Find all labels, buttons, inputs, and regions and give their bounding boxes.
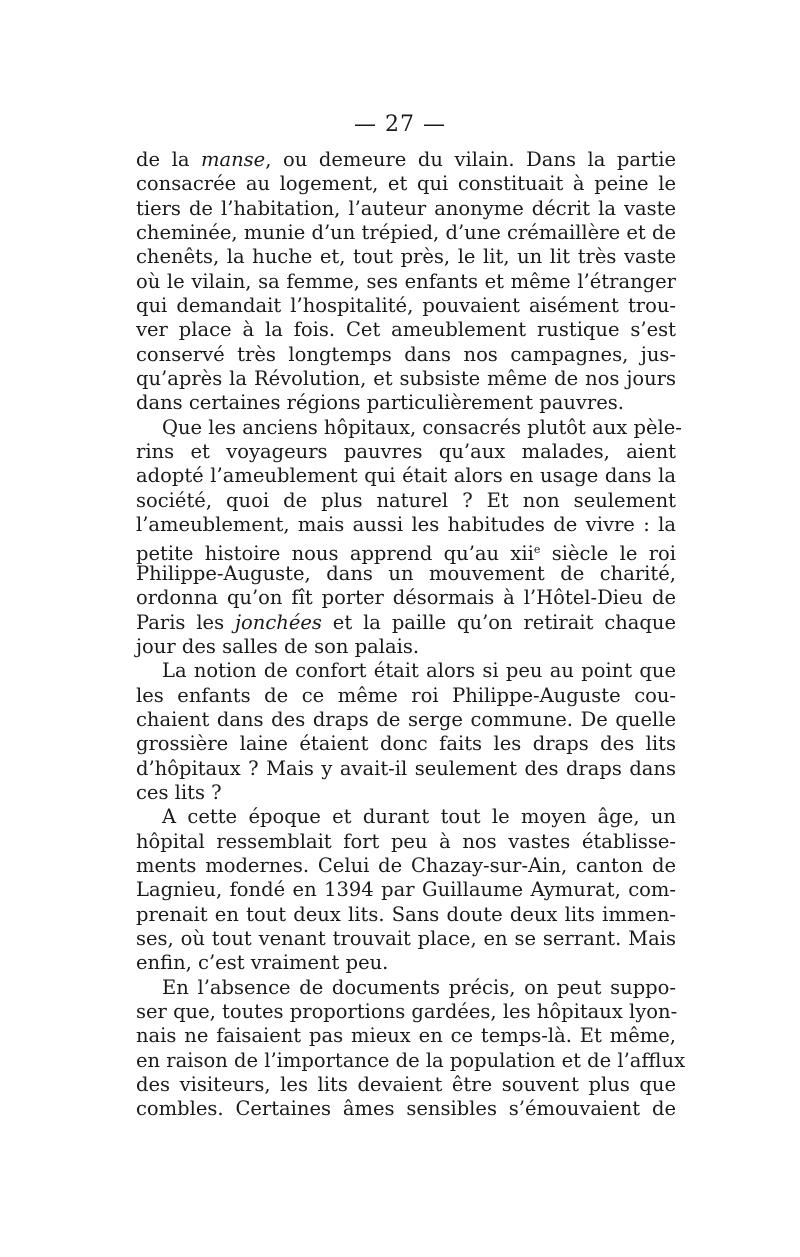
- text-line: ments modernes. Celui de Chazay-sur-Ain, canton de: [136, 853, 676, 877]
- text-line: consacrée au logement, et qui constituait à peine le: [136, 172, 676, 196]
- text-line: dans certaines régions particulièrement pauvres.: [136, 391, 624, 415]
- text-line: de la manse, ou demeure du vilain. Dans la partie: [136, 148, 676, 171]
- italic-term: manse: [201, 148, 266, 171]
- text-line: nais ne faisaient pas mieux en ce temps-là. Et même,: [136, 1024, 676, 1048]
- text-line: enfin, c’est vraiment peu.: [136, 951, 389, 975]
- text-line: prenait en tout deux lits. Sans doute deux lits immen-: [136, 902, 676, 926]
- text-line: grossière laine étaient donc faits les draps des lits: [136, 732, 676, 756]
- body-text: [136, 148, 686, 1122]
- text-line: hôpital ressemblait fort peu à nos vastes établisse-: [136, 829, 676, 853]
- text-line: en raison de l’importance de la population et de l’afflux: [136, 1048, 686, 1072]
- text-line: ver place à la fois. Cet ameublement rustique s’est: [136, 318, 676, 342]
- text-line: les enfants de ce même roi Philippe-Auguste cou-: [136, 683, 676, 707]
- superscript: e: [533, 542, 541, 556]
- text-line: qu’après la Révolution, et subsiste même de nos jours: [136, 367, 676, 391]
- text-line: l’ameublement, mais aussi les habitudes de vivre : la: [136, 513, 676, 537]
- roman-numeral: xii: [510, 541, 534, 565]
- text-line: où le vilain, sa femme, ses enfants et même l’étranger: [136, 269, 676, 293]
- text-line: qui demandait l’hospitalité, pouvaient aisément trou-: [136, 294, 676, 318]
- text-line: cheminée, munie d’un trépied, d’une crémaillère et de: [136, 221, 676, 245]
- text-line: ordonna qu’on fît porter désormais à l’Hôtel-Dieu de: [136, 586, 676, 610]
- text-line: Paris les jonchées et la paille qu’on retirait chaque: [136, 610, 677, 634]
- text-line: En l’absence de documents précis, on peut suppo-: [162, 975, 676, 999]
- text-line: Philippe-Auguste, dans un mouvement de charité,: [136, 561, 676, 585]
- text-line: d’hôpitaux ? Mais y avait-il seulement des draps dans: [136, 756, 676, 780]
- text-line: tiers de l’habitation, l’auteur anonyme décrit la vaste: [136, 196, 676, 220]
- text-line: rins et voyageurs pauvres qu’aux malades, aient: [136, 440, 676, 464]
- text-line: ser que, toutes proportions gardées, les hôpitaux lyon-: [136, 1000, 678, 1024]
- text-line: Lagnieu, fondé en 1394 par Guillaume Aymurat, com-: [136, 878, 676, 902]
- text-line: conservé très longtemps dans nos campagnes, jus-: [136, 342, 676, 366]
- text-line: adopté l’ameublement qui était alors en usage dans la: [136, 464, 676, 488]
- text-line: chenêts, la huche et, tout près, le lit, un lit très vaste: [136, 245, 676, 269]
- text-line: A cette époque et durant tout le moyen âge, un: [162, 805, 676, 829]
- text-line: chaient dans des draps de serge commune. De quelle: [136, 707, 676, 731]
- text-line: Que les anciens hôpitaux, consacrés plutôt aux pèle-: [162, 415, 682, 439]
- text-line: La notion de confort était alors si peu au point que: [162, 659, 676, 683]
- text-line: jour des salles de son palais.: [136, 634, 420, 658]
- page-number: — 27 —: [354, 112, 446, 137]
- text-line: des visiteurs, les lits devaient être souvent plus que: [136, 1073, 676, 1097]
- text-line: ces lits ?: [136, 780, 222, 804]
- italic-term: jonchées: [235, 610, 322, 634]
- text-line: société, quoi de plus naturel ? Et non seulement: [136, 488, 676, 512]
- text-line: ses, où tout venant trouvait place, en se serrant. Mais: [136, 927, 676, 950]
- text-line: petite histoire nous apprend qu’au xii$^e$ siècle le roi: [136, 541, 676, 565]
- text-line: combles. Certaines âmes sensibles s’émouvaient de: [136, 1097, 676, 1121]
